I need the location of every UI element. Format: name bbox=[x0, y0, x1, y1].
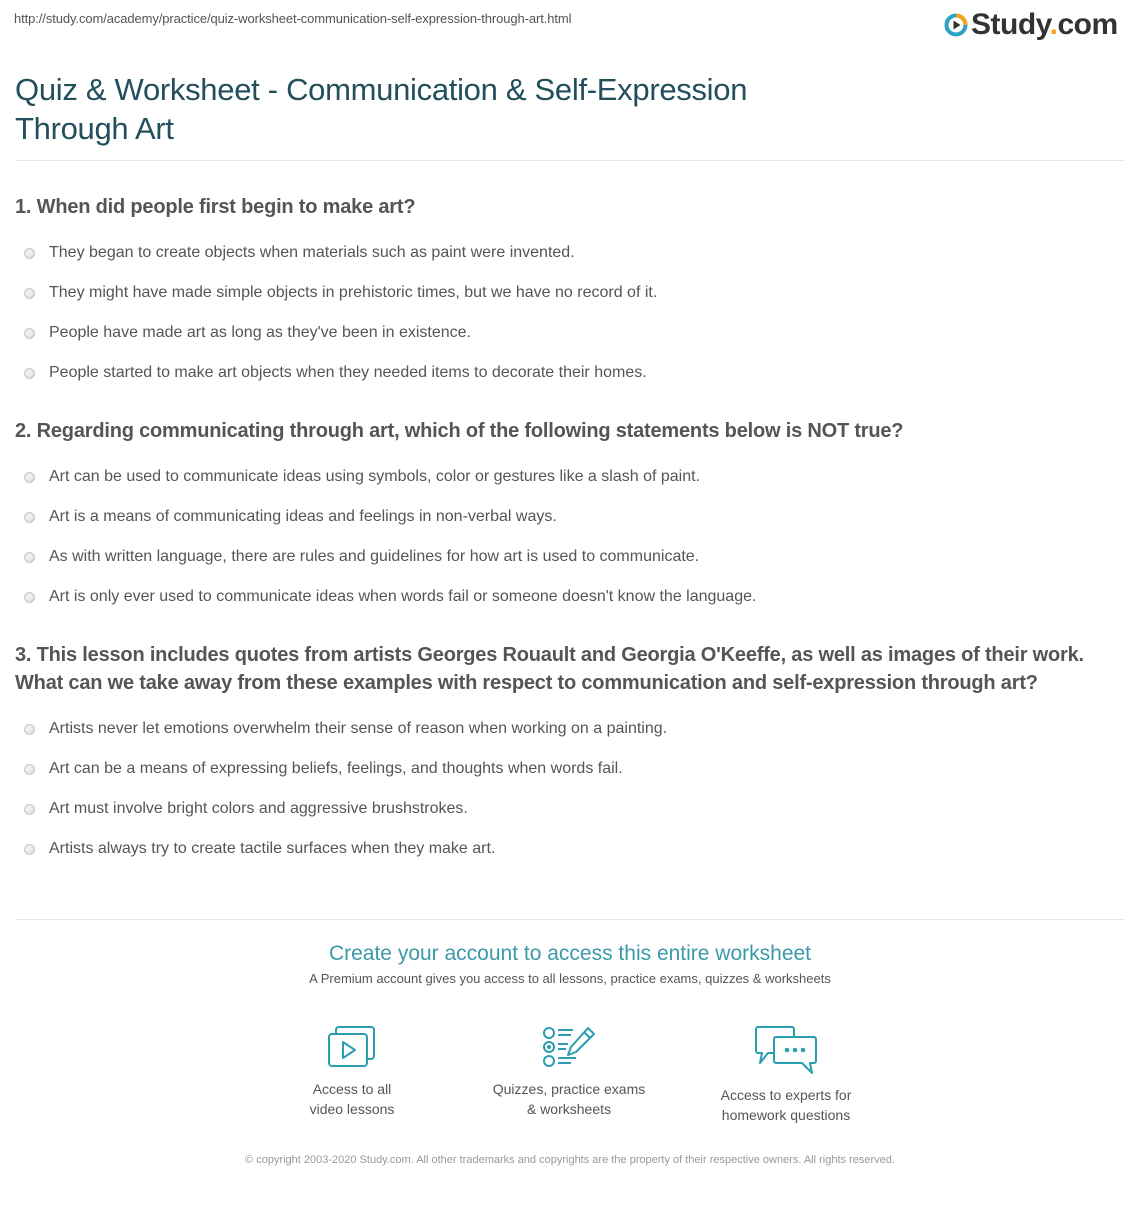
cta-subtitle: A Premium account gives you access to all lessons, practice exams, quizzes & worksheets bbox=[309, 971, 831, 986]
answer-option[interactable] bbox=[15, 577, 1125, 617]
feature-experts bbox=[686, 1025, 886, 1125]
question-text: 3. This lesson includes quotes from artists Georges Rouault and Georgia O'Keeffe, as well as images of their work. What can we take away from these examples with respect to communication and self-expression through art? bbox=[15, 644, 1084, 694]
option-label: They might have made simple objects in prehistoric times, but we have no record of it. bbox=[49, 284, 658, 301]
option-label: Art must involve bright colors and aggressive brushstrokes. bbox=[49, 800, 468, 817]
study-logo[interactable] bbox=[944, 8, 1118, 42]
option-label: People have made art as long as they've been in existence. bbox=[49, 324, 471, 341]
answer-options bbox=[15, 709, 1125, 869]
feature-label: Access to all video lessons bbox=[309, 1081, 395, 1117]
radio-button[interactable] bbox=[24, 592, 35, 603]
option-label: Art is a means of communicating ideas and feelings in non-verbal ways. bbox=[49, 508, 557, 525]
option-label: They began to create objects when materials such as paint were invented. bbox=[49, 244, 575, 261]
question-2 bbox=[15, 417, 1125, 617]
question-3 bbox=[15, 641, 1125, 869]
copyright-notice: © copyright 2003-2020 Study.com. All other trademarks and copyrights are the property of their respective owners. All rights reserved. bbox=[245, 1154, 895, 1166]
radio-button[interactable] bbox=[24, 368, 35, 379]
answer-option[interactable] bbox=[15, 457, 1125, 497]
chat-bubbles-icon bbox=[754, 1025, 818, 1075]
cta-title-link[interactable]: Create your account to access this entire worksheet bbox=[328, 942, 812, 965]
option-label: Art is only ever used to communicate ideas when words fail or someone doesn't know the language. bbox=[49, 588, 757, 605]
title-divider bbox=[15, 160, 1125, 161]
answer-option[interactable] bbox=[15, 749, 1125, 789]
option-label: Art can be used to communicate ideas using symbols, color or gestures like a slash of paint. bbox=[49, 468, 700, 485]
feature-quizzes bbox=[469, 1025, 669, 1119]
option-label: As with written language, there are rules and guidelines for how art is used to communicate. bbox=[49, 548, 700, 565]
question-text: 2. Regarding communicating through art, which of the following statements below is NOT true? bbox=[15, 420, 904, 442]
answer-option[interactable] bbox=[15, 273, 1125, 313]
feature-label: Quizzes, practice exams & worksheets bbox=[492, 1081, 646, 1117]
answer-option[interactable] bbox=[15, 789, 1125, 829]
page-url: http://study.com/academy/practice/quiz-worksheet-communication-self-expression-through-art.html bbox=[14, 11, 572, 26]
answer-option[interactable] bbox=[15, 353, 1125, 393]
radio-button[interactable] bbox=[24, 328, 35, 339]
radio-button[interactable] bbox=[24, 804, 35, 815]
feature-video-lessons bbox=[252, 1025, 452, 1119]
option-label: Artists never let emotions overwhelm their sense of reason when working on a painting. bbox=[49, 720, 668, 737]
answer-option[interactable] bbox=[15, 829, 1125, 869]
question-text: 1. When did people first begin to make art? bbox=[15, 196, 416, 218]
video-lessons-icon bbox=[326, 1025, 378, 1069]
radio-button[interactable] bbox=[24, 288, 35, 299]
quiz-checklist-icon bbox=[541, 1025, 597, 1069]
radio-button[interactable] bbox=[24, 472, 35, 483]
radio-button[interactable] bbox=[24, 724, 35, 735]
radio-button[interactable] bbox=[24, 552, 35, 563]
radio-button[interactable] bbox=[24, 248, 35, 259]
signup-cta bbox=[0, 942, 1140, 986]
answer-option[interactable] bbox=[15, 537, 1125, 577]
logo-text: Study.com bbox=[971, 8, 1118, 41]
answer-options bbox=[15, 233, 1125, 393]
question-1 bbox=[15, 193, 1125, 393]
questions-divider bbox=[15, 919, 1125, 920]
option-label: Artists always try to create tactile surfaces when they make art. bbox=[49, 840, 496, 857]
page-title: Quiz & Worksheet - Communication & Self-Expression Through Art bbox=[15, 72, 748, 146]
option-label: Art can be a means of expressing beliefs, feelings, and thoughts when words fail. bbox=[49, 760, 623, 777]
answer-option[interactable] bbox=[15, 709, 1125, 749]
play-circle-icon bbox=[944, 13, 968, 37]
answer-option[interactable] bbox=[15, 313, 1125, 353]
radio-button[interactable] bbox=[24, 764, 35, 775]
answer-option[interactable] bbox=[15, 497, 1125, 537]
radio-button[interactable] bbox=[24, 844, 35, 855]
radio-button[interactable] bbox=[24, 512, 35, 523]
feature-label: Access to experts for homework questions bbox=[720, 1087, 852, 1123]
answer-options bbox=[15, 457, 1125, 617]
answer-option[interactable] bbox=[15, 233, 1125, 273]
option-label: People started to make art objects when they needed items to decorate their homes. bbox=[49, 364, 647, 381]
